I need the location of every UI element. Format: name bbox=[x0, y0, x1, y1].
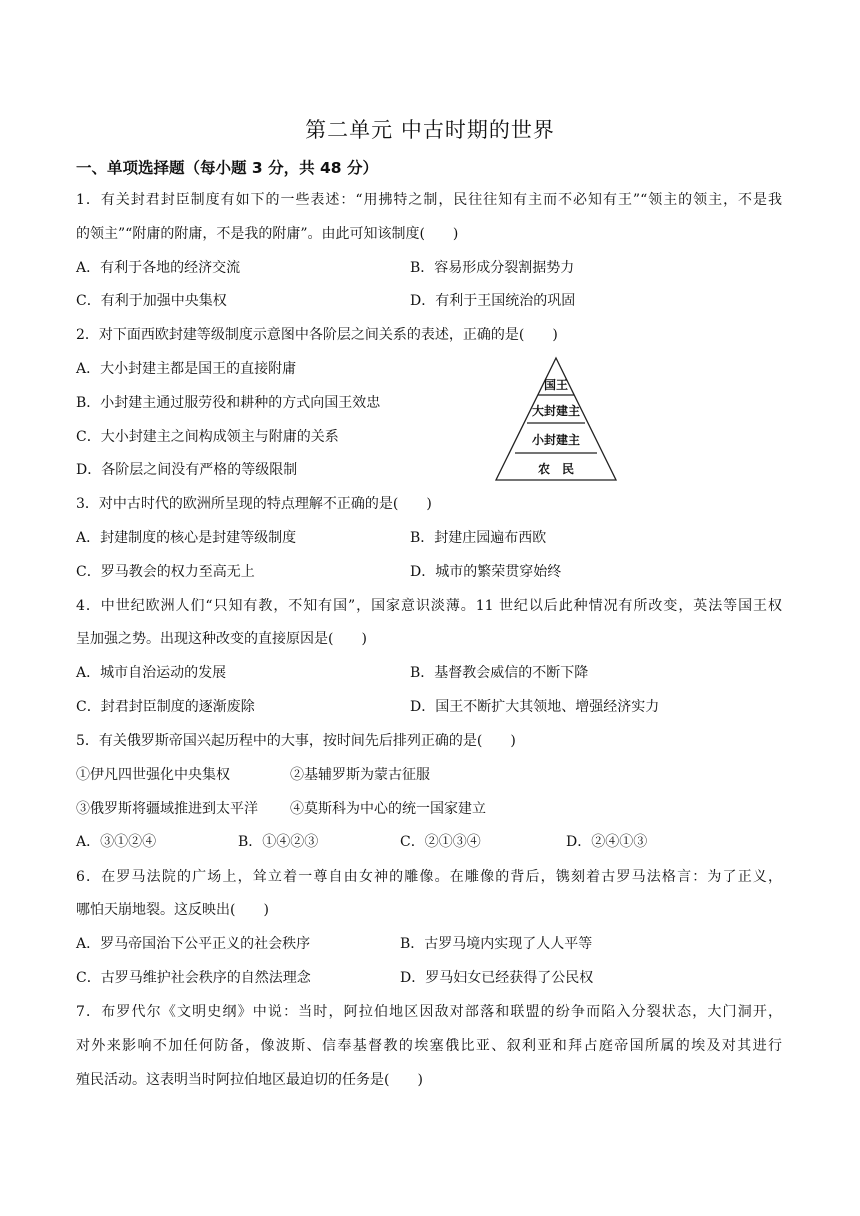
q4-stem-line-1: 4．中世纪欧洲人们“只知有教，不知有国”，国家意识淡薄。11 世纪以后此种情况有所改变，英法等国王权 bbox=[76, 598, 782, 614]
q4-option-b: B．基督教会威信的不断下降 bbox=[410, 665, 589, 681]
q2-option-c: C．大小封建主之间构成领主与附庸的关系 bbox=[76, 429, 339, 445]
q1-stem-line-2: 的领主”“附庸的附庸，不是我的附庸”。由此可知该制度( ) bbox=[76, 226, 459, 242]
page-title: 第二单元 中古时期的世界 bbox=[305, 118, 555, 142]
q1-stem-line-1: 1．有关封君封臣制度有如下的一些表述：“用拂特之制，民往往知有主而不必知有王”“领主的领主，不是我 bbox=[76, 192, 782, 208]
pyramid-level-minor-lords: 小封建主 bbox=[531, 433, 581, 447]
q5-option-d: D．②④①③ bbox=[566, 834, 648, 850]
q2-option-d: D．各阶层之间没有严格的等级限制 bbox=[76, 462, 298, 478]
q4-option-c: C．封君封臣制度的逐渐废除 bbox=[76, 699, 255, 715]
q4-stem-line-2: 呈加强之势。出现这种改变的直接原因是( ) bbox=[76, 631, 367, 647]
pyramid-level-king: 国王 bbox=[543, 378, 569, 392]
q3-option-b: B．封建庄园遍布西欧 bbox=[410, 530, 547, 546]
pyramid-level-great-lords: 大封建主 bbox=[531, 404, 581, 418]
q5-item-1: ①伊凡四世强化中央集权 bbox=[76, 767, 230, 783]
q1-option-b: B．容易形成分裂割据势力 bbox=[410, 260, 575, 276]
q7-stem-line-3: 殖民活动。这表明当时阿拉伯地区最迫切的任务是( ) bbox=[76, 1072, 423, 1088]
feudal-hierarchy-pyramid bbox=[494, 356, 618, 482]
q6-option-a: A．罗马帝国治下公平正义的社会秩序 bbox=[76, 936, 311, 952]
q2-stem: 2．对下面西欧封建等级制度示意图中各阶层之间关系的表述，正确的是( ) bbox=[76, 327, 558, 343]
pyramid-level-peasants: 农 民 bbox=[537, 462, 575, 476]
q2-option-a: A．大小封建主都是国王的直接附庸 bbox=[76, 361, 297, 377]
section-heading: 一、单项选择题（每小题 3 分，共 48 分） bbox=[76, 159, 378, 177]
q7-stem-line-2: 对外来影响不加任何防备，像波斯、信奉基督教的埃塞俄比亚、叙利亚和拜占庭帝国所属的埃及对其进行 bbox=[76, 1038, 782, 1054]
q5-option-b: B．①④②③ bbox=[238, 834, 319, 850]
q5-item-3: ③俄罗斯将疆域推进到太平洋 bbox=[76, 801, 258, 817]
q6-option-b: B．古罗马境内实现了人人平等 bbox=[400, 936, 593, 952]
q4-option-d: D．国王不断扩大其领地、增强经济实力 bbox=[410, 699, 660, 715]
q1-option-a: A．有利于各地的经济交流 bbox=[76, 260, 241, 276]
q3-stem: 3．对中古时代的欧洲所呈现的特点理解不正确的是( ) bbox=[76, 496, 432, 512]
q4-option-a: A．城市自治运动的发展 bbox=[76, 665, 227, 681]
q5-stem: 5．有关俄罗斯帝国兴起历程中的大事，按时间先后排列正确的是( ) bbox=[76, 733, 516, 749]
q6-option-c: C．古罗马维护社会秩序的自然法理念 bbox=[76, 970, 311, 986]
q6-stem-line-1: 6．在罗马法院的广场上，耸立着一尊自由女神的雕像。在雕像的背后，镌刻着古罗马法格言：为了正义， bbox=[76, 869, 782, 885]
q3-option-a: A．封建制度的核心是封建等级制度 bbox=[76, 530, 297, 546]
q5-option-a: A．③①②④ bbox=[76, 834, 157, 850]
q6-option-d: D．罗马妇女已经获得了公民权 bbox=[400, 970, 594, 986]
q5-item-4: ④莫斯科为中心的统一国家建立 bbox=[290, 801, 486, 817]
q3-option-c: C．罗马教会的权力至高无上 bbox=[76, 564, 255, 580]
q5-option-c: C．②①③④ bbox=[400, 834, 481, 850]
q5-item-2: ②基辅罗斯为蒙古征服 bbox=[290, 767, 430, 783]
q7-stem-line-1: 7．布罗代尔《文明史纲》中说：当时，阿拉伯地区因敌对部落和联盟的纷争而陷入分裂状态，大门洞开， bbox=[76, 1004, 782, 1020]
q1-option-d: D．有利于王国统治的巩固 bbox=[410, 293, 576, 309]
q6-stem-line-2: 哪怕天崩地裂。这反映出( ) bbox=[76, 902, 269, 918]
q2-option-b: B．小封建主通过服劳役和耕种的方式向国王效忠 bbox=[76, 395, 381, 411]
q1-option-c: C．有利于加强中央集权 bbox=[76, 293, 227, 309]
q3-option-d: D．城市的繁荣贯穿始终 bbox=[410, 564, 562, 580]
